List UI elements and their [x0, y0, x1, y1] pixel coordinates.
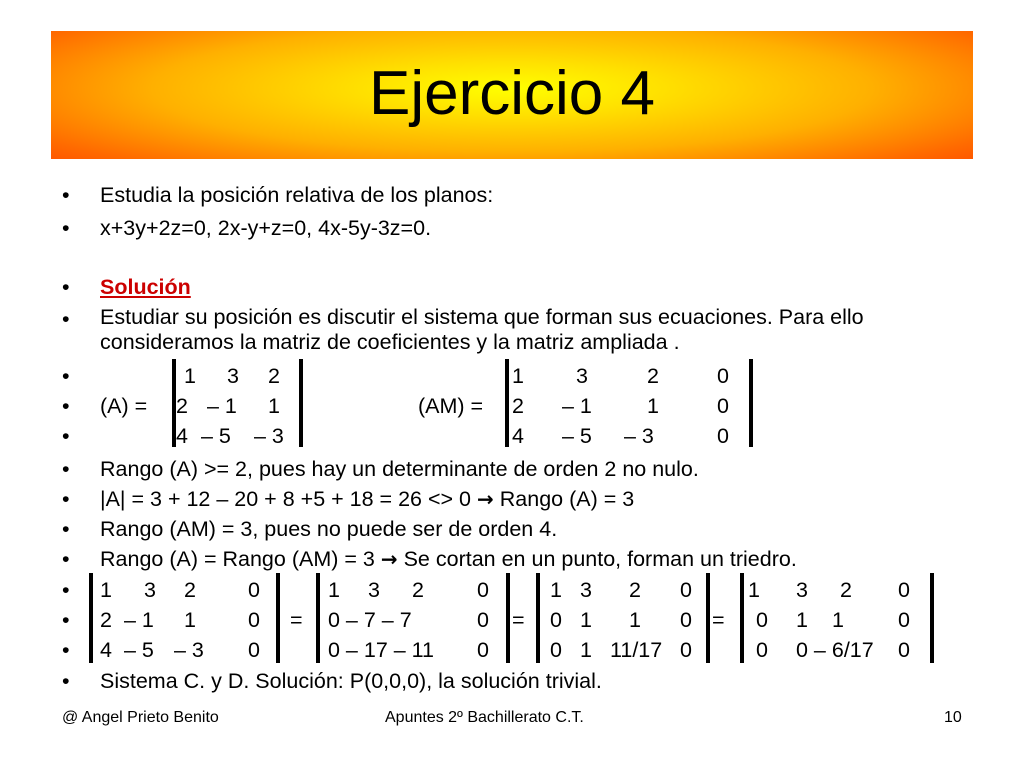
- gauss-cell: 0: [680, 578, 692, 602]
- gauss-cell: 0: [680, 638, 692, 662]
- matrix-am-cell: 0: [717, 394, 729, 418]
- footer-page-number: 10: [944, 709, 962, 726]
- gauss-cell: 3: [368, 578, 380, 602]
- gauss-cell: 0: [477, 608, 489, 632]
- matrix-am-right-bar: [749, 359, 753, 447]
- footer-author: @ Angel Prieto Benito: [62, 709, 219, 726]
- matrix-am-cell: 3: [576, 364, 588, 388]
- gauss-cell: 3: [796, 578, 808, 602]
- matrix-am-cell: 1: [512, 364, 524, 388]
- conclusion-text: [100, 545, 797, 573]
- gauss-cell: 1: [629, 608, 641, 632]
- planes-equations: x+3y+2z=0, 2x-y+z=0, 4x-5y-3z=0.: [100, 216, 432, 240]
- gauss-cell: 1: [748, 578, 760, 602]
- matrix-am-cell: 1: [647, 394, 659, 418]
- gauss-cell: 1: [580, 608, 592, 632]
- gauss-cell: 11/17: [610, 638, 663, 662]
- matrix-a-cell: – 1: [207, 394, 237, 418]
- gauss-cell: 0: [550, 638, 562, 662]
- gauss-cell: 1: [328, 578, 340, 602]
- matrix-a-cell: 1: [184, 364, 196, 388]
- gauss-cell: – 5: [124, 638, 154, 662]
- statement-text: Estudia la posición relativa de los planos:: [100, 183, 494, 207]
- bullet-marker: •: [62, 364, 70, 388]
- gauss-m4-right-bar: [930, 573, 934, 663]
- matrix-am-cell: – 5: [562, 424, 592, 448]
- matrix-am-cell: – 3: [624, 424, 654, 448]
- gauss-cell: 1: [100, 578, 112, 602]
- equals-sign: =: [712, 608, 725, 632]
- matrix-am-cell: 2: [647, 364, 659, 388]
- matrix-a-cell: – 5: [201, 424, 231, 448]
- gauss-cell: 2: [184, 578, 196, 602]
- matrix-a-cell: 1: [268, 394, 280, 418]
- gauss-cell: 1: [580, 638, 592, 662]
- matrix-a-cell: 4: [176, 424, 188, 448]
- matrix-a-cell: – 3: [254, 424, 284, 448]
- matrix-a-cell: 2: [268, 364, 280, 388]
- bullet-marker: •: [62, 394, 70, 418]
- gauss-cell: 0: [898, 638, 910, 662]
- gauss-cell: 1: [550, 578, 562, 602]
- gauss-cell: 0: [898, 578, 910, 602]
- gauss-cell: 0: [898, 608, 910, 632]
- bullet-marker: •: [62, 275, 70, 299]
- explanation-text: Estudiar su posición es discutir el sistema que forman sus ecuaciones. Para ello consideramos la matriz de coeficientes y la matriz ampliada .: [100, 305, 864, 354]
- gauss-cell: 1: [796, 608, 808, 632]
- matrix-am-cell: 4: [512, 424, 524, 448]
- bullet-marker: •: [62, 608, 70, 632]
- rank-a-text: Rango (A) >= 2, pues hay un determinante de orden 2 no nulo.: [100, 457, 699, 481]
- bullet-marker: •: [62, 517, 70, 541]
- gauss-cell: 0 – 7 – 7: [328, 608, 412, 632]
- gauss-cell: 4: [100, 638, 112, 662]
- gauss-cell: 0: [756, 638, 768, 662]
- gauss-cell: – 3: [174, 638, 204, 662]
- gauss-cell: 3: [580, 578, 592, 602]
- equals-sign: =: [512, 608, 525, 632]
- gauss-cell: 2: [100, 608, 112, 632]
- gauss-cell: 1: [184, 608, 196, 632]
- gauss-m4-left-bar: [740, 573, 744, 663]
- gauss-cell: 0: [248, 578, 260, 602]
- rank-equality: Rango (A) = Rango (AM) = 3: [100, 547, 375, 571]
- matrix-am-label: (AM) =: [418, 394, 484, 418]
- gauss-cell: 0: [680, 608, 692, 632]
- arrow-right-icon: →: [380, 547, 398, 571]
- bullet-marker: •: [62, 487, 70, 511]
- matrix-am-cell: 0: [717, 424, 729, 448]
- gauss-cell: 0: [248, 608, 260, 632]
- bullet-marker: •: [62, 547, 70, 571]
- bullet-marker: •: [62, 457, 70, 481]
- rank-am-text: Rango (AM) = 3, pues no puede ser de orden 4.: [100, 517, 558, 541]
- final-solution-text: Sistema C. y D. Solución: P(0,0,0), la solución trivial.: [100, 669, 602, 693]
- bullet-marker: •: [62, 307, 70, 331]
- gauss-cell: 2: [840, 578, 852, 602]
- gauss-cell: 2: [412, 578, 424, 602]
- intersection-conclusion: Se cortan en un punto, forman un triedro.: [403, 547, 797, 571]
- footer-course: Apuntes 2º Bachillerato C.T.: [385, 709, 584, 726]
- bullet-marker: •: [62, 424, 70, 448]
- determinant-result: Rango (A) = 3: [499, 487, 635, 511]
- determinant-calc: |A| = 3 + 12 – 20 + 8 +5 + 18 = 26 <> 0: [100, 487, 472, 511]
- gauss-cell: 0: [477, 578, 489, 602]
- matrix-am-cell: – 1: [562, 394, 592, 418]
- gauss-m2-left-bar: [316, 573, 320, 663]
- gauss-cell: 0 – 6/17: [796, 638, 874, 662]
- gauss-cell: 1: [832, 608, 844, 632]
- gauss-m3-left-bar: [536, 573, 540, 663]
- arrow-right-icon: →: [477, 487, 494, 511]
- matrix-a-left-bar: [172, 359, 176, 447]
- gauss-cell: 0: [477, 638, 489, 662]
- matrix-am-left-bar: [505, 359, 509, 447]
- gauss-cell: 2: [629, 578, 641, 602]
- title-banner: [51, 31, 973, 159]
- determinant-text: [100, 485, 634, 513]
- gauss-m1-left-bar: [89, 573, 93, 663]
- equals-sign: =: [290, 608, 303, 632]
- gauss-m3-right-bar: [706, 573, 710, 663]
- matrix-a-right-bar: [299, 359, 303, 447]
- bullet-marker: •: [62, 638, 70, 662]
- gauss-cell: 0: [756, 608, 768, 632]
- gauss-cell: 0: [248, 638, 260, 662]
- gauss-cell: 0: [550, 608, 562, 632]
- gauss-m2-right-bar: [506, 573, 510, 663]
- bullet-marker: •: [62, 183, 70, 207]
- matrix-a-cell: 2: [176, 394, 188, 418]
- gauss-cell: 3: [144, 578, 156, 602]
- bullet-marker: •: [62, 216, 70, 240]
- bullet-marker: •: [62, 578, 70, 602]
- slide-title: Ejercicio 4: [369, 59, 655, 128]
- matrix-a-cell: 3: [227, 364, 239, 388]
- gauss-m1-right-bar: [276, 573, 280, 663]
- bullet-marker: •: [62, 669, 70, 693]
- solution-heading: Solución: [100, 275, 191, 299]
- gauss-cell: – 1: [124, 608, 154, 632]
- gauss-cell: 0 – 17 – 11: [328, 638, 434, 662]
- matrix-am-cell: 2: [512, 394, 524, 418]
- matrix-am-cell: 0: [717, 364, 729, 388]
- matrix-a-label: (A) =: [100, 394, 148, 418]
